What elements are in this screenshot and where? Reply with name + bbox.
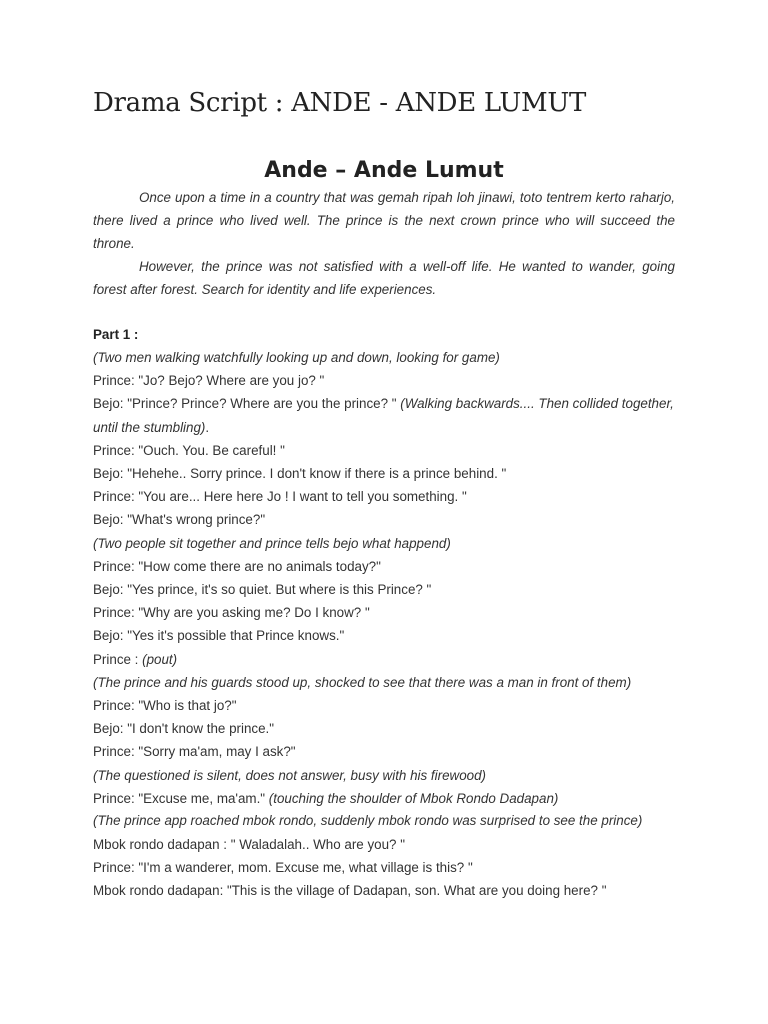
stage-direction: (touching the shoulder of Mbok Rondo Dadapan) — [268, 790, 559, 806]
line-tail: . — [205, 419, 210, 435]
line-text: Prince: "I'm a wanderer, mom. Excuse me, what village is this? " — [93, 859, 473, 875]
script-line — [93, 462, 675, 485]
line-text: Prince: "Excuse me, ma'am." — [93, 790, 269, 806]
line-text: Bejo: "I don't know the prince." — [93, 721, 275, 737]
script-line — [93, 624, 675, 647]
line-text: Prince: "Why are you asking me? Do I know? " — [93, 605, 370, 621]
intro-paragraph: Once upon a time in a country that was gemah ripah loh jinawi, toto tentrem kerto raharjo, there lived a prince who lived well. The prince is the next crown prince who will succeed the throne. — [93, 190, 675, 251]
stage-direction: (Walking backwards.... Then collided together, until the stumbling) — [93, 396, 674, 435]
stage-direction: (The questioned is silent, does not answer, busy with his firewood) — [93, 767, 486, 783]
document-page — [93, 84, 675, 902]
document-title: Drama Script : ANDE - ANDE LUMUT — [93, 88, 587, 118]
script-line — [93, 740, 675, 763]
script-line — [93, 671, 675, 694]
line-text: Bejo: "What's wrong prince?" — [93, 512, 266, 528]
line-text: Prince : — [93, 651, 143, 667]
stage-direction: (Two men walking watchfully looking up and down, looking for game) — [93, 350, 500, 365]
line-text: Prince: "You are... Here here Jo ! I want to tell you something. " — [93, 489, 467, 505]
script-line — [93, 879, 675, 902]
line-text: Prince: "Who is that jo?" — [93, 698, 237, 714]
script-line — [93, 764, 675, 787]
line-text: Bejo: "Yes prince, it's so quiet. But where is this Prince? " — [93, 582, 432, 598]
script-line — [93, 601, 675, 624]
script-line — [93, 532, 675, 555]
script-line — [93, 833, 675, 856]
script-line — [93, 369, 675, 392]
script-line — [93, 508, 675, 531]
script-line — [93, 555, 675, 578]
line-text: Bejo: "Prince? Prince? Where are you the prince? " — [93, 396, 401, 412]
script-line — [93, 578, 675, 601]
script-line — [93, 856, 675, 879]
script-title: Ande – Ande Lumut — [264, 158, 504, 183]
script-line — [93, 694, 675, 717]
line-text: Prince: "Jo? Bejo? Where are you jo? " — [93, 373, 325, 389]
line-text: Mbok rondo dadapan: "This is the village of Dadapan, son. What are you doing here? " — [93, 882, 607, 898]
stage-direction: (pout) — [142, 651, 178, 667]
line-text: Prince: "Ouch. You. Be careful! " — [93, 442, 285, 458]
script-line — [93, 346, 675, 369]
script-line — [93, 439, 675, 462]
script-line — [93, 392, 675, 438]
stage-direction: (Two people sit together and prince tells bejo what happend) — [93, 535, 451, 551]
stage-direction: (The prince and his guards stood up, shocked to see that there was a man in front of them) — [93, 674, 632, 690]
dialogue-list — [93, 346, 675, 902]
script-line — [93, 717, 675, 740]
line-text: Bejo: "Hehehe.. Sorry prince. I don't know if there is a prince behind. " — [93, 466, 507, 482]
intro-paragraph: However, the prince was not satisfied with a well-off life. He wanted to wander, going forest after forest. Search for identity and life experiences. — [93, 259, 675, 297]
line-text: Prince: "How come there are no animals today?" — [93, 558, 381, 574]
script-line — [93, 648, 675, 671]
part-heading: Part 1 : — [93, 327, 139, 342]
line-text: Mbok rondo dadapan : " Waladalah.. Who are you? " — [93, 836, 405, 852]
script-line — [93, 787, 675, 810]
script-line — [93, 485, 675, 508]
line-text: Bejo: "Yes it's possible that Prince knows." — [93, 628, 345, 644]
line-text: Prince: "Sorry ma'am, may I ask?" — [93, 744, 296, 760]
intro-section — [93, 186, 675, 301]
stage-direction: (The prince app roached mbok rondo, suddenly mbok rondo was surprised to see the prince) — [93, 813, 643, 829]
script-line — [93, 810, 675, 833]
